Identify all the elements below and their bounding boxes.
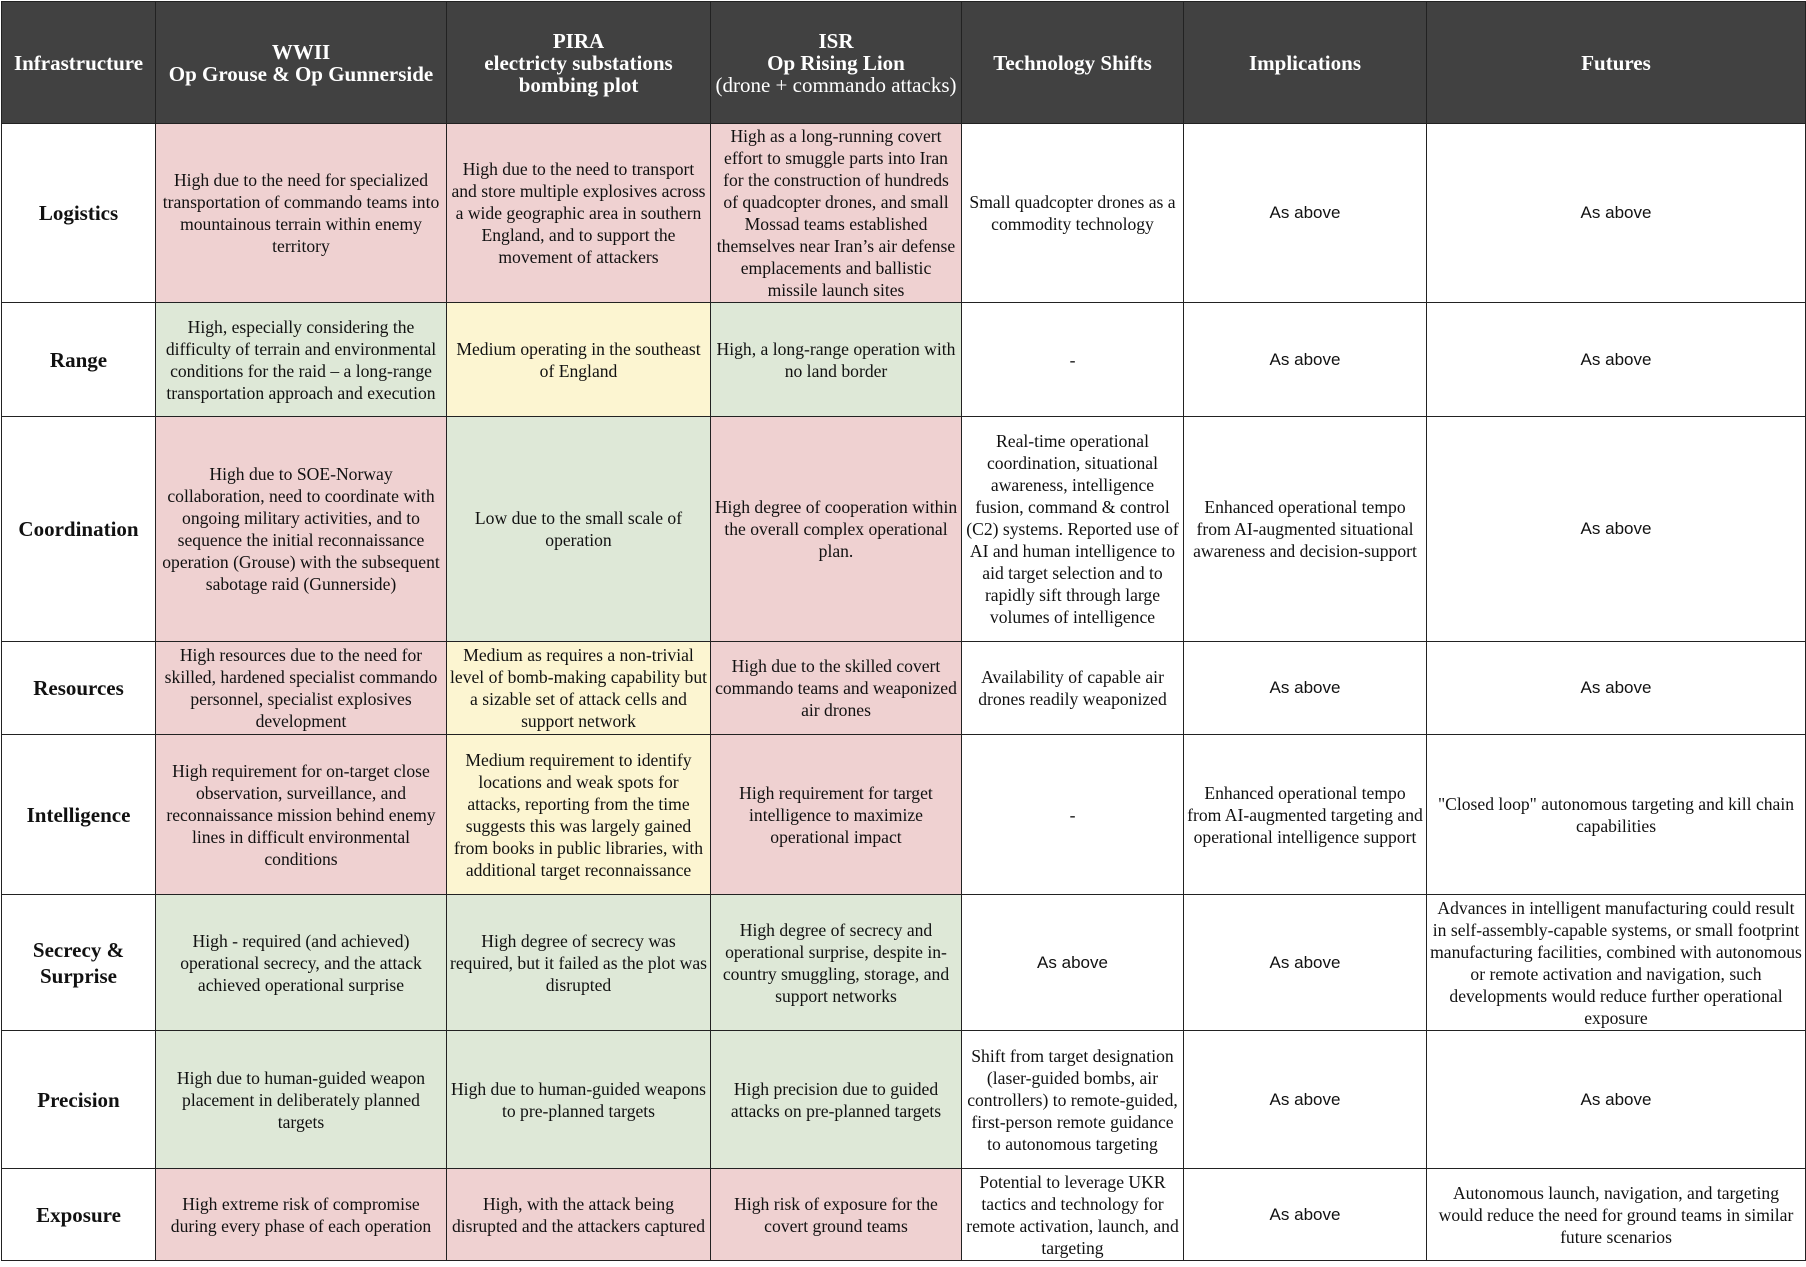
- header-isr-note: (drone + commando attacks): [715, 72, 957, 97]
- cell-implications: As above: [1184, 895, 1427, 1031]
- cell-isr: High, a long-range operation with no land border: [711, 303, 962, 417]
- cell-wwii: High due to the need for specialized transportation of commando teams into mountainous terrain within enemy territory: [156, 124, 447, 303]
- header-implications: Implications: [1184, 2, 1427, 124]
- row-label-line-1: Secrecy &: [32, 937, 125, 962]
- header-row: [2, 2, 1806, 124]
- table-row-resources: [2, 642, 1806, 735]
- cell-pira: Medium requirement to identify locations and weak spots for attacks, reporting from the time suggests this was largely gained from books in public libraries, with additional target reconnaissance: [447, 735, 711, 895]
- table-row-intelligence: [2, 735, 1806, 895]
- header-wwii-title: WWII: [271, 39, 331, 64]
- cell-pira: Medium operating in the southeast of England: [447, 303, 711, 417]
- row-label-intelligence: Intelligence: [2, 735, 156, 895]
- row-label-line-2: Surprise: [39, 963, 117, 988]
- row-label-logistics: Logistics: [2, 124, 156, 303]
- cell-pira: High due to the need to transport and store multiple explosives across a wide geographic area in southern England, and to support the movement of attackers: [447, 124, 711, 303]
- table-row-precision: [2, 1031, 1806, 1169]
- header-infrastructure: Infrastructure: [2, 2, 156, 124]
- row-label-precision: Precision: [2, 1031, 156, 1169]
- row-label-exposure: Exposure: [2, 1169, 156, 1261]
- table-row-coordination: [2, 417, 1806, 642]
- cell-implications: As above: [1184, 303, 1427, 417]
- row-label-secrecy-surprise: [2, 895, 156, 1031]
- cell-implications: Enhanced operational tempo from AI-augmented targeting and operational intelligence support: [1184, 735, 1427, 895]
- header-pira-title: PIRA: [552, 28, 605, 53]
- header-pira: [447, 2, 711, 124]
- cell-technology-shifts: Small quadcopter drones as a commodity technology: [962, 124, 1184, 303]
- cell-wwii: High due to SOE-Norway collaboration, need to coordinate with ongoing military activities, and to sequence the initial reconnaissance operation (Grouse) with the subsequent sabotage raid (Gunnerside): [156, 417, 447, 642]
- cell-technology-shifts: Real-time operational coordination, situational awareness, intelligence fusion, command & control (C2) systems. Reported use of AI and human intelligence to aid target selection and to rapidly sift through large volumes of intelligence: [962, 417, 1184, 642]
- table-row-range: [2, 303, 1806, 417]
- cell-technology-shifts: As above: [962, 895, 1184, 1031]
- cell-wwii: High extreme risk of compromise during every phase of each operation: [156, 1169, 447, 1261]
- row-label-range: Range: [2, 303, 156, 417]
- cell-wwii: High - required (and achieved) operational secrecy, and the attack achieved operational surprise: [156, 895, 447, 1031]
- cell-futures: As above: [1427, 303, 1806, 417]
- header-wwii-subtitle: Op Grouse & Op Gunnerside: [168, 61, 434, 86]
- cell-futures: As above: [1427, 642, 1806, 735]
- header-isr-title: ISR: [818, 28, 854, 53]
- cell-futures: As above: [1427, 1031, 1806, 1169]
- cell-implications: As above: [1184, 124, 1427, 303]
- header-isr-subtitle: Op Rising Lion: [767, 50, 905, 75]
- cell-technology-shifts: Potential to leverage UKR tactics and technology for remote activation, launch, and targeting: [962, 1169, 1184, 1261]
- cell-technology-shifts: -: [962, 735, 1184, 895]
- header-wwii: [156, 2, 447, 124]
- cell-futures: As above: [1427, 124, 1806, 303]
- cell-pira: Low due to the small scale of operation: [447, 417, 711, 642]
- cell-futures: Advances in intelligent manufacturing could result in self-assembly-capable systems, or small footprint manufacturing facilities, combined with autonomous or remote activation and navigation, such developments would reduce further operational exposure: [1427, 895, 1806, 1031]
- cell-technology-shifts: Availability of capable air drones readily weaponized: [962, 642, 1184, 735]
- cell-pira: Medium as requires a non-trivial level of bomb-making capability but a sizable set of attack cells and support network: [447, 642, 711, 735]
- cell-isr: High risk of exposure for the covert ground teams: [711, 1169, 962, 1261]
- cell-futures: "Closed loop" autonomous targeting and kill chain capabilities: [1427, 735, 1806, 895]
- cell-wwii: High resources due to the need for skilled, hardened specialist commando personnel, specialist explosives development: [156, 642, 447, 735]
- cell-pira: High due to human-guided weapons to pre-planned targets: [447, 1031, 711, 1169]
- header-technology-shifts: Technology Shifts: [962, 2, 1184, 124]
- cell-futures: As above: [1427, 417, 1806, 642]
- cell-futures: Autonomous launch, navigation, and targeting would reduce the need for ground teams in similar future scenarios: [1427, 1169, 1806, 1261]
- row-label-coordination: Coordination: [2, 417, 156, 642]
- cell-technology-shifts: Shift from target designation (laser-guided bombs, air controllers) to remote-guided, first-person remote guidance to autonomous targeting: [962, 1031, 1184, 1169]
- cell-isr: High as a long-running covert effort to smuggle parts into Iran for the construction of hundreds of quadcopter drones, and small Mossad teams established themselves near Iran’s air defense emplacements and ballistic missile launch sites: [711, 124, 962, 303]
- table-row-secrecy-surprise: [2, 895, 1806, 1031]
- table-row-exposure: [2, 1169, 1806, 1261]
- cell-implications: Enhanced operational tempo from AI-augmented situational awareness and decision-support: [1184, 417, 1427, 642]
- header-isr: [711, 2, 962, 124]
- header-pira-subtitle-1: electricty substations: [484, 50, 673, 75]
- cell-wwii: High, especially considering the difficulty of terrain and environmental conditions for the raid – a long-range transportation approach and execution: [156, 303, 447, 417]
- table-row-logistics: [2, 124, 1806, 303]
- cell-implications: As above: [1184, 1031, 1427, 1169]
- cell-isr: High due to the skilled covert commando teams and weaponized air drones: [711, 642, 962, 735]
- comparison-table: [1, 1, 1806, 1261]
- cell-isr: High degree of secrecy and operational surprise, despite in-country smuggling, storage, and support networks: [711, 895, 962, 1031]
- cell-pira: High degree of secrecy was required, but it failed as the plot was disrupted: [447, 895, 711, 1031]
- header-futures: Futures: [1427, 2, 1806, 124]
- cell-isr: High requirement for target intelligence to maximize operational impact: [711, 735, 962, 895]
- header-pira-subtitle-2: bombing plot: [518, 72, 639, 97]
- cell-technology-shifts: -: [962, 303, 1184, 417]
- cell-wwii: High requirement for on-target close observation, surveillance, and reconnaissance mission behind enemy lines in difficult environmental conditions: [156, 735, 447, 895]
- row-label-resources: Resources: [2, 642, 156, 735]
- cell-implications: As above: [1184, 642, 1427, 735]
- cell-isr: High degree of cooperation within the overall complex operational plan.: [711, 417, 962, 642]
- cell-isr: High precision due to guided attacks on pre-planned targets: [711, 1031, 962, 1169]
- cell-implications: As above: [1184, 1169, 1427, 1261]
- cell-pira: High, with the attack being disrupted and the attackers captured: [447, 1169, 711, 1261]
- cell-wwii: High due to human-guided weapon placement in deliberately planned targets: [156, 1031, 447, 1169]
